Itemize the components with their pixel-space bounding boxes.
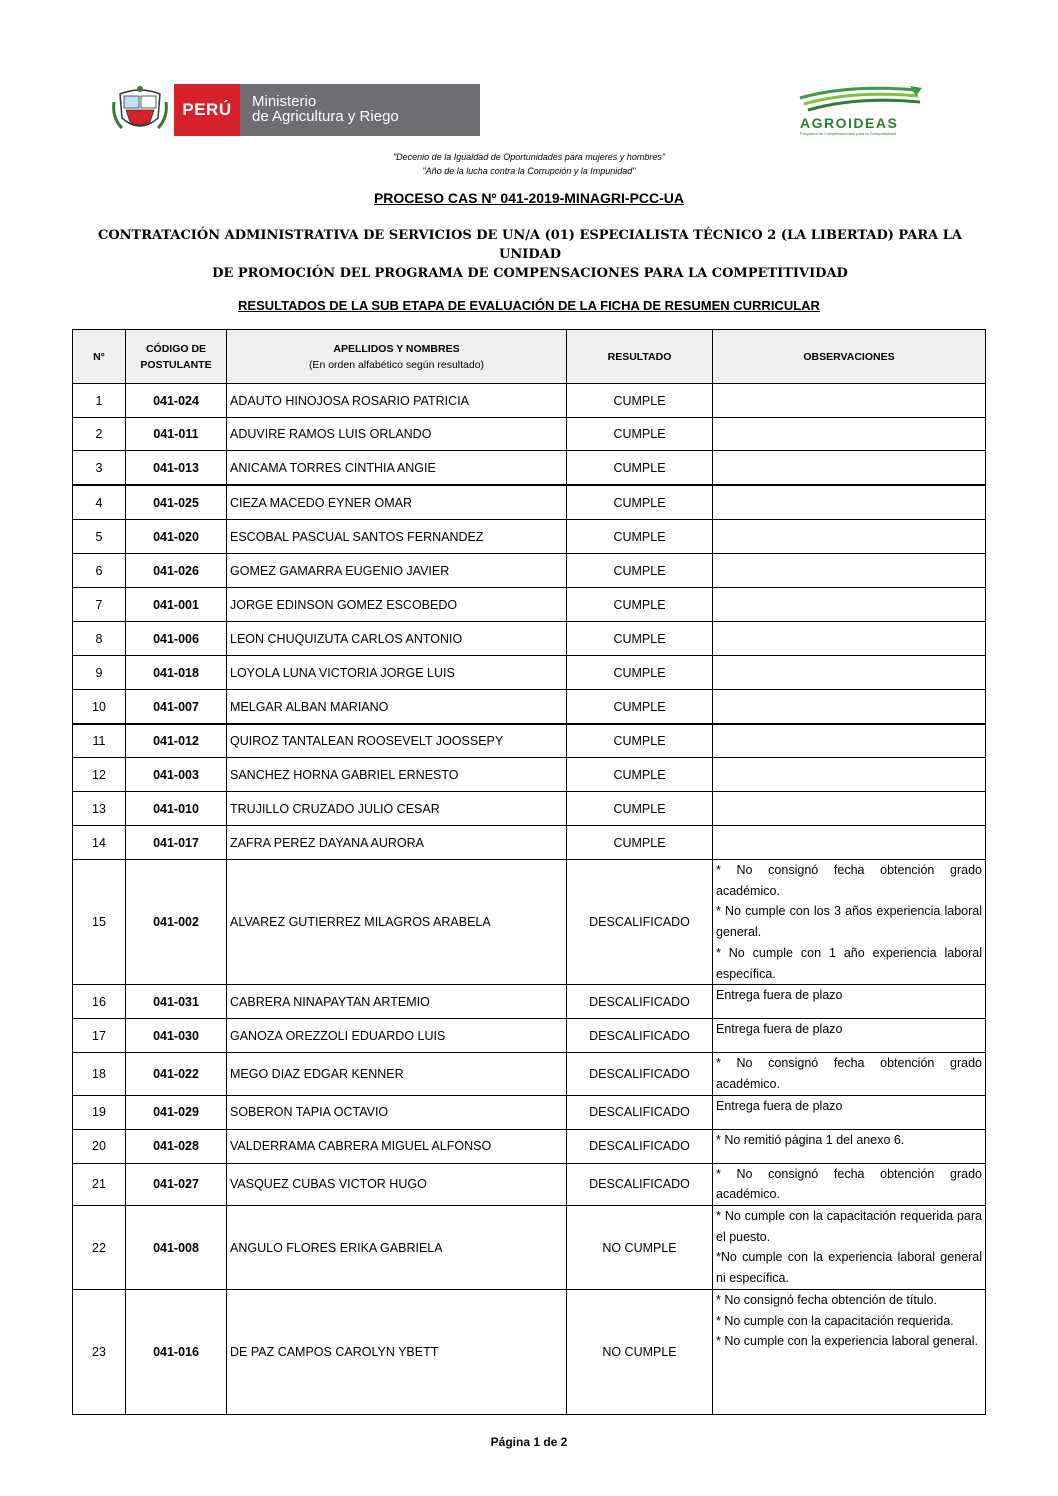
applicant-name: GANOZA OREZZOLI EDUARDO LUIS — [227, 1019, 567, 1053]
applicant-name: ZAFRA PEREZ DAYANA AURORA — [227, 826, 567, 860]
result-status: CUMPLE — [567, 418, 713, 451]
observations-cell — [713, 1053, 986, 1095]
applicant-code: 041-022 — [126, 1053, 227, 1095]
table-row — [73, 792, 986, 826]
observation-line: *No cumple con la experiencia laboral general ni específica. — [716, 1250, 982, 1286]
observation-line: Entrega fuera de plazo — [716, 1098, 843, 1113]
row-number: 2 — [73, 418, 126, 451]
result-status: CUMPLE — [567, 656, 713, 690]
applicant-name: VASQUEZ CUBAS VICTOR HUGO — [227, 1163, 567, 1205]
row-number: 11 — [73, 724, 126, 758]
observations-cell — [713, 826, 986, 860]
row-number: 23 — [73, 1290, 126, 1415]
minagri-logo — [112, 84, 480, 136]
result-status: CUMPLE — [567, 520, 713, 554]
observations-cell — [713, 418, 986, 451]
header-apellidos-line-1: APELLIDOS Y NOMBRES — [333, 342, 460, 355]
applicant-code: 041-011 — [126, 418, 227, 451]
applicant-name: DE PAZ CAMPOS CAROLYN YBETT — [227, 1290, 567, 1415]
result-status: DESCALIFICADO — [567, 985, 713, 1019]
observations-cell — [713, 1019, 986, 1053]
applicant-name: ANGULO FLORES ERIKA GABRIELA — [227, 1206, 567, 1290]
applicant-name: CABRERA NINAPAYTAN ARTEMIO — [227, 985, 567, 1019]
observations-cell — [713, 1095, 986, 1129]
row-number: 6 — [73, 554, 126, 588]
observations-cell — [713, 384, 986, 418]
row-number: 18 — [73, 1053, 126, 1095]
applicant-code: 041-010 — [126, 792, 227, 826]
observation-line: Entrega fuera de plazo — [716, 988, 843, 1003]
applicant-code: 041-018 — [126, 656, 227, 690]
table-row — [73, 1290, 986, 1415]
applicant-code: 041-027 — [126, 1163, 227, 1205]
observations-cell — [713, 690, 986, 725]
applicant-code: 041-028 — [126, 1129, 227, 1163]
agroideas-name: AGROIDEAS — [800, 115, 899, 131]
row-number: 13 — [73, 792, 126, 826]
agroideas-logo — [798, 84, 928, 136]
applicant-name: ADAUTO HINOJOSA ROSARIO PATRICIA — [227, 384, 567, 418]
applicant-code: 041-006 — [126, 622, 227, 656]
contract-title-line-1: CONTRATACIÓN ADMINISTRATIVA DE SERVICIOS DE UN/A (01) ESPECIALISTA TÉCNICO 2 (LA LIBERTAD) PARA LA UNIDAD — [98, 228, 962, 262]
applicant-code: 041-017 — [126, 826, 227, 860]
table-row — [73, 1053, 986, 1095]
applicant-code: 041-002 — [126, 860, 227, 985]
observations-cell — [713, 985, 986, 1019]
table-row — [73, 985, 986, 1019]
result-status: CUMPLE — [567, 826, 713, 860]
result-status: CUMPLE — [567, 622, 713, 656]
result-status: CUMPLE — [567, 451, 713, 486]
applicant-code: 041-007 — [126, 690, 227, 725]
table-row — [73, 1163, 986, 1205]
row-number: 19 — [73, 1095, 126, 1129]
row-number: 1 — [73, 384, 126, 418]
header-observaciones: OBSERVACIONES — [713, 330, 986, 384]
year-motto: "Año de la lucha contra la Corrupción y la Impunidad" — [422, 166, 636, 176]
result-status: CUMPLE — [567, 588, 713, 622]
result-status: DESCALIFICADO — [567, 1163, 713, 1205]
table-row — [73, 384, 986, 418]
applicant-code: 041-013 — [126, 451, 227, 486]
row-number: 17 — [73, 1019, 126, 1053]
observations-cell — [713, 554, 986, 588]
observation-line: * No consignó fecha obtención grado académico. — [716, 1166, 982, 1202]
table-row — [73, 520, 986, 554]
result-status: DESCALIFICADO — [567, 1095, 713, 1129]
observation-line: * No cumple con la capacitación requerida. — [716, 1313, 954, 1328]
observation-line: * No remitió página 1 del anexo 6. — [716, 1132, 905, 1147]
observations-cell — [713, 1163, 986, 1205]
page-number: Página 1 de 2 — [490, 1435, 568, 1449]
agroideas-swoosh-icon — [798, 84, 928, 116]
header-apellidos-line-2: (En orden alfabético según resultado) — [308, 358, 485, 371]
observation-line: * No consignó fecha obtención grado académico. — [716, 1056, 982, 1091]
result-status: CUMPLE — [567, 792, 713, 826]
applicant-code: 041-012 — [126, 724, 227, 758]
applicant-name: JORGE EDINSON GOMEZ ESCOBEDO — [227, 588, 567, 622]
table-row — [73, 860, 986, 985]
applicant-code: 041-029 — [126, 1095, 227, 1129]
decade-motto: "Decenio de la Igualdad de Oportunidades para mujeres y hombres" — [392, 152, 666, 162]
result-status: CUMPLE — [567, 758, 713, 792]
row-number: 15 — [73, 860, 126, 985]
result-status: CUMPLE — [567, 690, 713, 725]
applicant-name: ADUVIRE RAMOS LUIS ORLANDO — [227, 418, 567, 451]
applicant-code: 041-025 — [126, 485, 227, 520]
applicant-code: 041-008 — [126, 1206, 227, 1290]
header-resultado: RESULTADO — [567, 330, 713, 384]
peru-coat-of-arms-icon — [112, 84, 168, 136]
agroideas-tagline: Programa de Compensaciones para la Competitividad — [800, 131, 897, 136]
table-row — [73, 1019, 986, 1053]
applicant-name: SANCHEZ HORNA GABRIEL ERNESTO — [227, 758, 567, 792]
process-title: PROCESO CAS Nº 041-2019-MINAGRI-PCC-UA — [373, 190, 685, 206]
applicant-name: VALDERRAMA CABRERA MIGUEL ALFONSO — [227, 1129, 567, 1163]
table-row — [73, 451, 986, 486]
header-codigo-line-2: POSTULANTE — [140, 358, 212, 371]
table-row — [73, 588, 986, 622]
row-number: 14 — [73, 826, 126, 860]
ministry-name — [240, 84, 480, 136]
results-table — [72, 329, 986, 1415]
row-number: 22 — [73, 1206, 126, 1290]
table-row — [73, 622, 986, 656]
contract-title-line-2: DE PROMOCIÓN DEL PROGRAMA DE COMPENSACIONES PARA LA COMPETITIVIDAD — [212, 266, 848, 281]
observation-line: * No consignó fecha obtención de título. — [716, 1293, 937, 1308]
applicant-name: MELGAR ALBAN MARIANO — [227, 690, 567, 725]
table-row — [73, 758, 986, 792]
row-number: 8 — [73, 622, 126, 656]
header-apellidos — [227, 330, 567, 384]
applicant-code: 041-001 — [126, 588, 227, 622]
contract-title — [80, 226, 980, 283]
peru-label: PERÚ — [174, 84, 240, 136]
observations-cell — [713, 656, 986, 690]
applicant-name: ALVAREZ GUTIERREZ MILAGROS ARABELA — [227, 860, 567, 985]
result-status: DESCALIFICADO — [567, 1019, 713, 1053]
applicant-name: SOBERON TAPIA OCTAVIO — [227, 1095, 567, 1129]
ministry-line-1: Ministerio — [252, 93, 317, 110]
result-status: CUMPLE — [567, 485, 713, 520]
observations-cell — [713, 451, 986, 486]
row-number: 10 — [73, 690, 126, 725]
observation-line: * No cumple con los 3 años experiencia laboral general. — [716, 904, 982, 940]
result-status: DESCALIFICADO — [567, 1053, 713, 1095]
applicant-code: 041-030 — [126, 1019, 227, 1053]
observations-cell — [713, 1206, 986, 1290]
observation-line: Entrega fuera de plazo — [716, 1022, 843, 1037]
observations-cell — [713, 588, 986, 622]
applicant-code: 041-026 — [126, 554, 227, 588]
observations-cell — [713, 520, 986, 554]
result-status: CUMPLE — [567, 384, 713, 418]
applicant-name: LOYOLA LUNA VICTORIA JORGE LUIS — [227, 656, 567, 690]
row-number: 3 — [73, 451, 126, 486]
applicant-name: CIEZA MACEDO EYNER OMAR — [227, 485, 567, 520]
header-codigo — [126, 330, 227, 384]
table-header-row — [73, 330, 986, 384]
results-title: RESULTADOS DE LA SUB ETAPA DE EVALUACIÓN DE LA FICHA DE RESUMEN CURRICULAR — [238, 298, 820, 313]
table-row — [73, 690, 986, 725]
observations-cell — [713, 860, 986, 985]
observations-cell — [713, 724, 986, 758]
table-row — [73, 1129, 986, 1163]
applicant-code: 041-024 — [126, 384, 227, 418]
result-status: NO CUMPLE — [567, 1206, 713, 1290]
result-status: CUMPLE — [567, 724, 713, 758]
result-status: DESCALIFICADO — [567, 1129, 713, 1163]
row-number: 20 — [73, 1129, 126, 1163]
row-number: 9 — [73, 656, 126, 690]
table-row — [73, 656, 986, 690]
applicant-name: TRUJILLO CRUZADO JULIO CESAR — [227, 792, 567, 826]
applicant-name: LEON CHUQUIZUTA CARLOS ANTONIO — [227, 622, 567, 656]
header-n: N° — [73, 330, 126, 384]
applicant-name: QUIROZ TANTALEAN ROOSEVELT JOOSSEPY — [227, 724, 567, 758]
header-codigo-line-1: CÓDIGO DE — [145, 342, 207, 355]
observation-line: * No cumple con la experiencia laboral general. — [716, 1334, 978, 1349]
observations-cell — [713, 1290, 986, 1415]
observation-line: * No cumple con la capacitación requerida para el puesto. — [716, 1209, 982, 1244]
result-status: DESCALIFICADO — [567, 860, 713, 985]
row-number: 4 — [73, 485, 126, 520]
observations-cell — [713, 758, 986, 792]
observations-cell — [713, 622, 986, 656]
applicant-code: 041-031 — [126, 985, 227, 1019]
table-row — [73, 1095, 986, 1129]
observations-cell — [713, 1129, 986, 1163]
row-number: 12 — [73, 758, 126, 792]
table-row — [73, 724, 986, 758]
table-row — [73, 1206, 986, 1290]
result-status: NO CUMPLE — [567, 1290, 713, 1415]
table-row — [73, 554, 986, 588]
observations-cell — [713, 792, 986, 826]
applicant-name: ANICAMA TORRES CINTHIA ANGIE — [227, 451, 567, 486]
applicant-code: 041-003 — [126, 758, 227, 792]
row-number: 5 — [73, 520, 126, 554]
observation-line: * No consignó fecha obtención grado académico. — [716, 863, 982, 898]
row-number: 16 — [73, 985, 126, 1019]
applicant-name: ESCOBAL PASCUAL SANTOS FERNANDEZ — [227, 520, 567, 554]
row-number: 21 — [73, 1163, 126, 1205]
table-row — [73, 485, 986, 520]
applicant-code: 041-020 — [126, 520, 227, 554]
ministry-line-2: de Agricultura y Riego — [252, 108, 399, 125]
applicant-name: MEGO DIAZ EDGAR KENNER — [227, 1053, 567, 1095]
table-row — [73, 418, 986, 451]
result-status: CUMPLE — [567, 554, 713, 588]
observation-line: * No cumple con 1 año experiencia laboral específica. — [716, 945, 982, 981]
applicant-name: GOMEZ GAMARRA EUGENIO JAVIER — [227, 554, 567, 588]
row-number: 7 — [73, 588, 126, 622]
applicant-code: 041-016 — [126, 1290, 227, 1415]
table-row — [73, 826, 986, 860]
observations-cell — [713, 485, 986, 520]
